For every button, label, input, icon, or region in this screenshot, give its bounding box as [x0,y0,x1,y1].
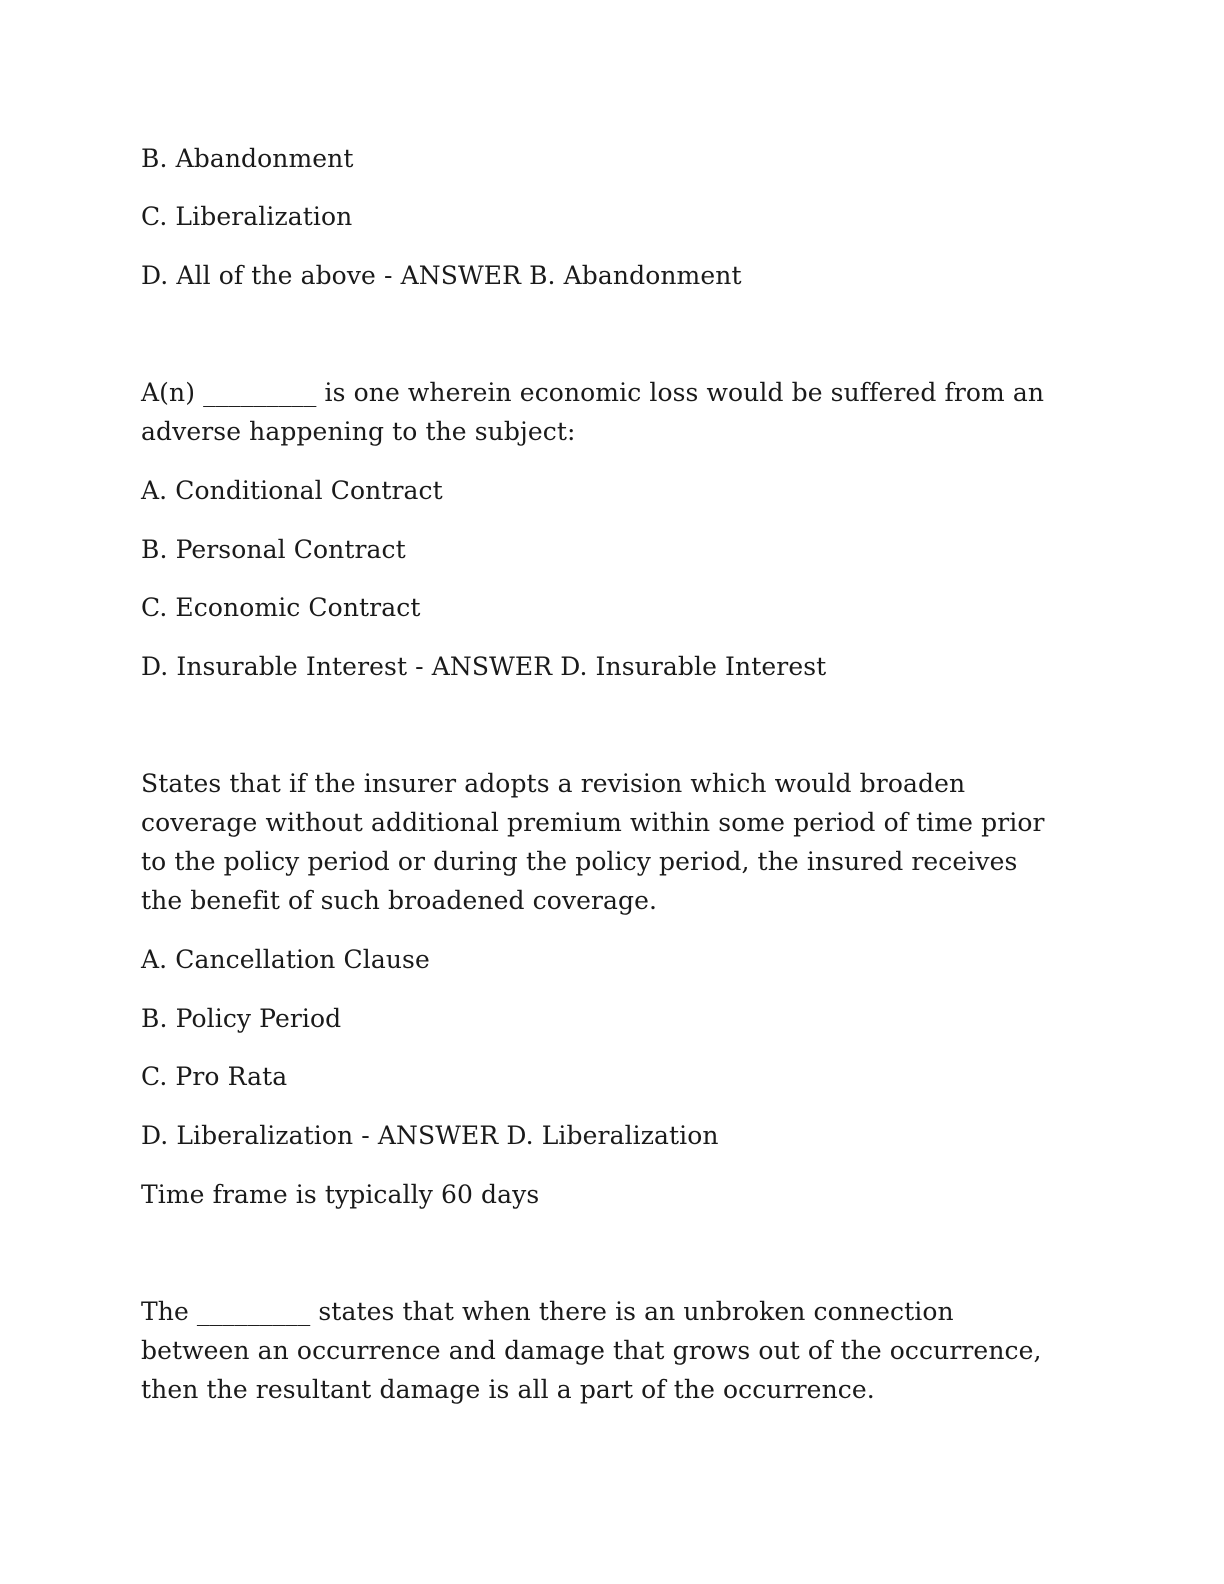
option-d-answer: D. Liberalization - ANSWER D. Liberalization [141,1121,719,1150]
option-c: C. Pro Rata [141,1062,288,1091]
option-a: A. Conditional Contract [141,476,443,505]
option-d-answer: D. Insurable Interest - ANSWER D. Insurable Interest [141,652,827,681]
option-b: B. Personal Contract [141,535,406,564]
question-text: The _________ states that when there is an unbroken connection between an occurrence and damage that grows out of the occurrence, then the resultant damage is all a part of the occurrence. [141,1297,1042,1404]
option-b: B. Policy Period [141,1004,342,1033]
option-d-answer: D. All of the above - ANSWER B. Abandonment [141,261,742,290]
option-c: C. Liberalization [141,202,353,231]
option-c: C. Economic Contract [141,593,421,622]
option-a: A. Cancellation Clause [141,945,430,974]
question-text: A(n) _________ is one wherein economic loss would be suffered from an adverse happening to the subject: [141,378,1045,446]
option-b: B. Abandonment [141,144,354,173]
question-text: States that if the insurer adopts a revision which would broaden coverage without additional premium within some period of time prior to the policy period or during the policy period, the insured receives the benefit of such broadened coverage. [141,769,1045,915]
answer-note: Time frame is typically 60 days [141,1180,540,1209]
